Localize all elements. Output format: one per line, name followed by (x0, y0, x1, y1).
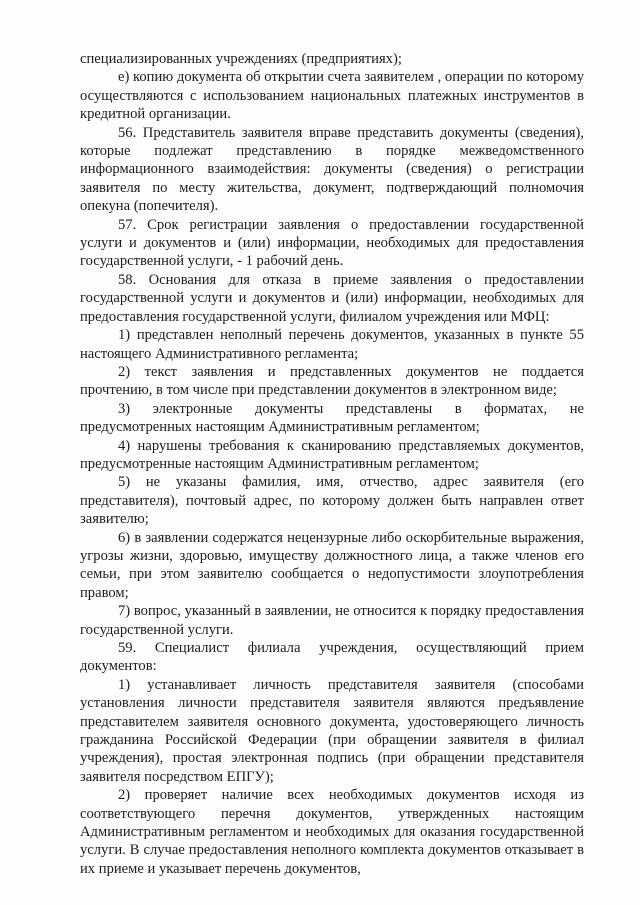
paragraph: 3) электронные документы представлены в форматах, не предусмотренных настоящим Административным регламентом; (80, 400, 584, 436)
paragraph: 56. Представитель заявителя вправе представить документы (сведения), которые подлежат представлению в порядке межведомственного информационного взаимодействия: документы (сведения) о регистрации заявителя по месту жительства, документ, подтверждающий полномочия опекуна (попечителя). (80, 124, 584, 215)
paragraph: е) копию документа об открытии счета заявителем , операции по которому осуществляются с использованием национальных платежных инструментов в кредитной организации. (80, 69, 584, 123)
paragraph: специализированных учреждениях (предприятиях); (80, 51, 402, 67)
paragraph: 57. Срок регистрации заявления о предоставлении государственной услуги и документов и (или) информации, необходимых для предоставления государственной услуги, - 1 рабочий день. (80, 216, 584, 270)
paragraph: 5) не указаны фамилия, имя, отчество, адрес заявителя (его представителя), почтовый адрес, по которому должен быть направлен ответ заявителю; (80, 474, 584, 528)
paragraph: 1) устанавливает личность представителя заявителя (способами установления личности представителя заявителя являются предъявление представителем заявителя основного документа, удостоверяющего личность гражданина Российской Федерации (при обращении заявителя в филиал учреждения), простая электронная подпись (при обращении представителя заявителя посредством ЕПГУ); (80, 676, 584, 785)
paragraph: 6) в заявлении содержатся нецензурные либо оскорбительные выражения, угрозы жизни, здоровью, имуществу должностного лица, а также членов его семьи, при этом заявителю сообщается о недопустимости злоупотребления правом; (80, 529, 584, 601)
paragraph: 58. Основания для отказа в приеме заявления о предоставлении государственной услуги и документов и (или) информации, необходимых для предоставления государственной услуги, филиалом учреждения или МФЦ: (80, 271, 584, 325)
document-body (80, 50, 584, 878)
paragraph: 4) нарушены требования к сканированию представляемых документов, предусмотренные настоящим Административным регламентом; (80, 437, 584, 472)
paragraph: 59. Специалист филиала учреждения, осуществляющий прием документов: (80, 640, 584, 675)
paragraph: 7) вопрос, указанный в заявлении, не относится к порядку предоставления государственной услуги. (80, 603, 584, 638)
paragraph: 1) представлен неполный перечень документов, указанных в пункте 55 настоящего Административного регламента; (80, 327, 584, 362)
paragraph: 2) проверяет наличие всех необходимых документов исходя из соответствующего перечня документов, утвержденных настоящим Административным регламентом и необходимых для оказания государственной услуги. В случае предоставления неполного комплекта документов отказывает в их приеме и указывает перечень документов, (80, 787, 584, 877)
paragraph: 2) текст заявления и представленных документов не поддается прочтению, в том числе при представлении документов в электронном виде; (80, 363, 584, 399)
